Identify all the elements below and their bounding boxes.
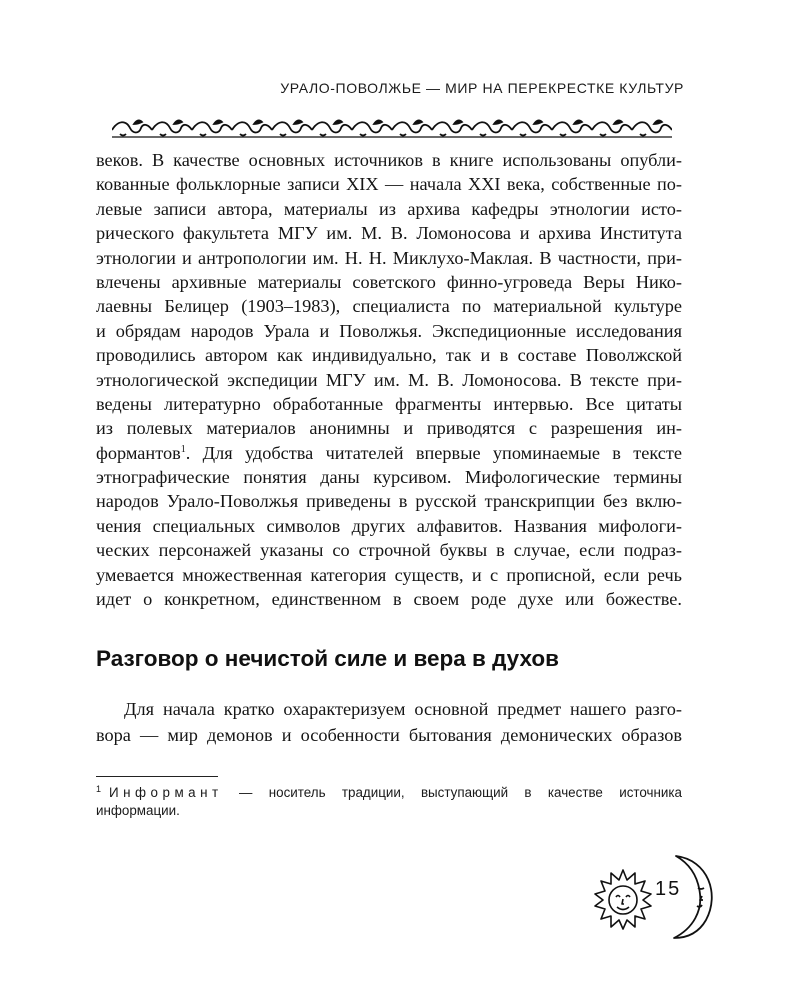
- text-line: этнографические понятия даны курсивом. Мифологические термины: [96, 467, 682, 488]
- main-paragraph: [96, 148, 682, 611]
- ornament-curl: [400, 134, 406, 136]
- text-line: и обрядам народов Урала и Поволжья. Экспедиционные исследования: [96, 320, 682, 341]
- ornament-curl: [320, 134, 326, 136]
- ornament-curl: [600, 134, 606, 136]
- ornament-scroll: [192, 122, 232, 132]
- text-fragment: . Для удобства читателей впервые упоминаемые в тексте: [185, 442, 682, 463]
- ornament-leaf: [334, 120, 342, 124]
- text-line: ческих персонажей указаны со строчной буквы в случае, если подраз-: [96, 540, 682, 561]
- ornament-leaf: [254, 120, 262, 124]
- ornament-scroll: [432, 122, 472, 132]
- text-line: проводились автором как индивидуально, так и в составе Поволжской: [96, 345, 682, 366]
- text-line: умевается множественная категория существ, и с прописной, если речь: [96, 564, 682, 585]
- text-line: лаевны Белицер (1903–1983), специалиста по материальной культуре: [96, 296, 682, 317]
- ornament-leaf: [574, 120, 582, 124]
- sun-face-icon: [592, 868, 654, 930]
- ornament-leaf: [214, 120, 222, 124]
- ornament-leaf: [134, 120, 142, 124]
- ornament-curl: [360, 134, 366, 136]
- text-line: влечены архивные материалы советского финно-угроведа Веры Нико-: [96, 271, 682, 292]
- text-line: вора — мир демонов и особенности бытования демонических образов: [96, 725, 682, 745]
- text-fragment: формантов: [96, 442, 181, 463]
- footnote-divider: [96, 776, 218, 777]
- ornament-curl: [280, 134, 286, 136]
- ornament-curl: [560, 134, 566, 136]
- footnote-definition: — носитель традиции, выступающий в качестве источника: [222, 785, 682, 800]
- ornament-curl: [480, 134, 486, 136]
- ornament-scroll: [112, 122, 152, 132]
- ornament-scroll: [472, 122, 512, 132]
- text-line: кованные фольклорные записи XIX — начала XXI века, собственные по-: [96, 174, 682, 195]
- crescent-moon-icon: [668, 850, 720, 942]
- text-line: идет о конкретном, единственном в своем роде духе или божестве.: [96, 589, 682, 610]
- ornament-curl: [440, 134, 446, 136]
- decorative-ornament-border: [112, 116, 672, 140]
- text-line: народов Урало-Поволжья приведены в русской транскрипции без вклю-: [96, 491, 682, 512]
- text-line: этнологической экспедиции МГУ им. М. В. Ломоносова. В тексте при-: [96, 369, 682, 390]
- running-header: УРАЛО-ПОВОЛЖЬЕ — МИР НА ПЕРЕКРЕСТКЕ КУЛЬТУР: [280, 80, 684, 96]
- footnote-term: Информант: [109, 785, 223, 800]
- ornament-scroll: [312, 122, 352, 132]
- ornament-leaf: [414, 120, 422, 124]
- ornament-curl: [120, 134, 126, 136]
- ornament-scroll: [352, 122, 392, 132]
- ornament-leaf: [374, 120, 382, 124]
- text-line: из полевых материалов анонимны и приводятся с разрешения ин-: [96, 418, 682, 439]
- ornament-curl: [520, 134, 526, 136]
- ornament-scroll: [232, 122, 272, 132]
- ornament-leaf: [174, 120, 182, 124]
- ornament-curl: [200, 134, 206, 136]
- footnote: [96, 784, 682, 820]
- text-line: чения специальных символов других алфавитов. Названия мифологи-: [96, 515, 682, 536]
- text-line: этнологии и антропологии им. Н. Н. Миклухо-Маклая. В частности, при-: [96, 247, 682, 268]
- ornament-leaf: [454, 120, 462, 124]
- text-line: левые записи автора, материалы из архива кафедры этнологии исто-: [96, 198, 682, 219]
- footnote-mark: 1: [96, 783, 102, 794]
- ornament-scroll: [392, 122, 432, 132]
- ornament-curl: [160, 134, 166, 136]
- ornament-leaf: [534, 120, 542, 124]
- ornament-scroll: [272, 122, 312, 132]
- ornament-leaf: [654, 120, 662, 124]
- footnote-reference[interactable]: 1: [180, 443, 186, 455]
- section-paragraph: [96, 696, 682, 748]
- ornament-leaf: [294, 120, 302, 124]
- text-line: веков. В качестве основных источников в книге использованы опубли-: [96, 150, 682, 170]
- text-line: Для начала кратко охарактеризуем основной предмет нашего разго-: [124, 699, 682, 719]
- footnote-line: информации.: [96, 803, 180, 818]
- ornament-curl: [240, 134, 246, 136]
- page-number: 15: [655, 878, 682, 900]
- ornament-leaf: [494, 120, 502, 124]
- ornament-scroll: [152, 122, 192, 132]
- text-line: рического факультета МГУ им. М. В. Ломоносова и архива Института: [96, 223, 682, 244]
- ornament-scroll: [512, 122, 552, 132]
- ornament-curl: [640, 134, 646, 136]
- ornament-scroll: [632, 122, 672, 132]
- ornament-scroll: [552, 122, 592, 132]
- section-heading: Разговор о нечистой силе и вера в духов: [96, 646, 559, 671]
- footnote-line: [96, 784, 682, 802]
- ornament-leaf: [614, 120, 622, 124]
- ornament-scroll: [592, 122, 632, 132]
- text-line-with-footnote: [96, 441, 682, 465]
- text-line: ведены литературно обработанные фрагменты интервью. Все цитаты: [96, 393, 682, 414]
